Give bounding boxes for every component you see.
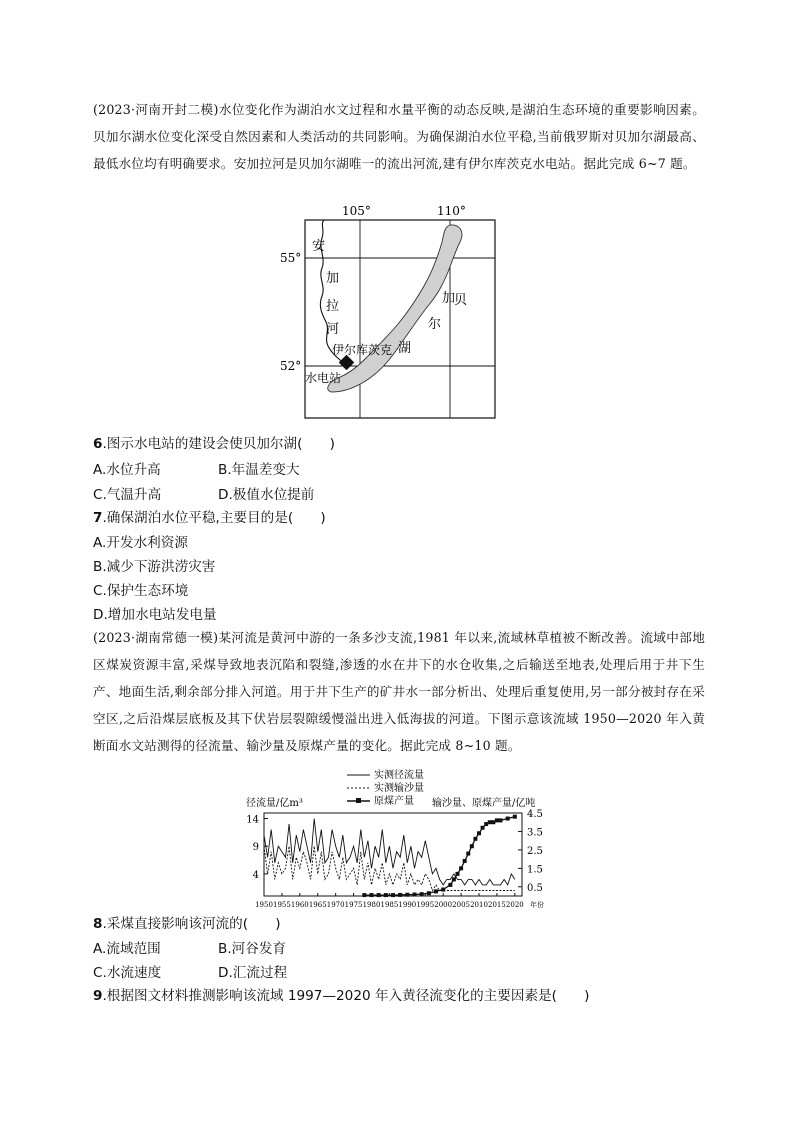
x-tick-label: 1990 <box>398 901 417 909</box>
q7-option-a[interactable]: A.开发水利资源 <box>93 535 188 551</box>
right-tick-label: 0.5 <box>527 882 543 894</box>
q8-option-a[interactable]: A.流域范围 <box>93 941 161 957</box>
coal-point <box>491 820 495 824</box>
left-tick-label: 14 <box>246 814 259 826</box>
coal-point <box>405 893 409 897</box>
x-tick-label: 1985 <box>380 901 399 909</box>
x-unit-label: 年份 <box>530 901 544 909</box>
coal-point <box>477 831 481 835</box>
coal-point <box>362 893 366 897</box>
x-tick-label: 1975 <box>344 901 363 909</box>
coal-point <box>391 893 395 897</box>
question-8: 8.采煤直接影响该河流的( ) <box>93 916 281 932</box>
x-tick-label: 1965 <box>308 901 327 909</box>
river-char-1: 安 <box>312 239 326 254</box>
river-char-2: 加 <box>326 271 340 286</box>
coal-point <box>499 818 503 822</box>
lat-52-label: 52° <box>280 359 302 373</box>
right-tick-label: 2.5 <box>527 845 543 857</box>
q6-option-a[interactable]: A.水位升高 <box>93 462 161 478</box>
question-7: 7.确保湖泊水位平稳,主要目的是( ) <box>93 510 326 526</box>
coal-point <box>434 889 438 893</box>
city-label: 伊尔库茨克 <box>332 343 393 357</box>
x-tick-label: 1960 <box>290 901 309 909</box>
coal-point <box>370 893 374 897</box>
coal-point <box>420 892 424 896</box>
x-tick-label: 1950 <box>255 901 273 909</box>
coal-point <box>456 872 460 876</box>
q8-option-c[interactable]: C.水流速度 <box>93 965 162 981</box>
runoff-sediment-coal-chart <box>230 766 580 914</box>
legend-coal: 原煤产量 <box>374 796 414 807</box>
right-tick-label: 1.5 <box>527 864 543 876</box>
legend-runoff: 实测径流量 <box>374 770 424 781</box>
q7-option-d[interactable]: D.增加水电站发电量 <box>93 607 217 623</box>
x-tick-label: 2010 <box>470 901 488 909</box>
coal-point <box>427 891 431 895</box>
passage-1: (2023·河南开封二模)水位变化作为湖泊水文过程和水量平衡的动态反映,是湖泊生态环境的重要影响因素。贝加尔湖水位变化深受自然因素和人类活动的共同影响。为确保湖泊水位平稳,当前俄罗斯对贝加尔湖最高、最低水位均有明确要求。安加拉河是贝加尔湖唯一的流出河流,建有伊尔库茨克水电站。据此完成 6~7 题。 <box>93 102 705 171</box>
coal-point <box>459 866 463 870</box>
coal-point <box>377 893 381 897</box>
right-tick-label: 3.5 <box>527 827 543 839</box>
q8-option-b[interactable]: B.河谷发育 <box>218 941 287 957</box>
coal-point <box>398 893 402 897</box>
coal-point <box>463 859 467 863</box>
q6-option-b[interactable]: B.年温差变大 <box>218 462 300 478</box>
lon-105-label: 105° <box>342 204 371 218</box>
coal-point <box>466 852 470 856</box>
river-char-4: 河 <box>326 322 340 337</box>
coal-point <box>384 893 388 897</box>
coal-point <box>481 826 485 830</box>
right-tick-label: 4.5 <box>527 809 543 820</box>
lake-char-1: 贝 <box>454 293 468 308</box>
coal-point <box>441 888 445 892</box>
coal-point <box>506 817 510 821</box>
coal-point <box>473 837 477 841</box>
coal-point <box>448 883 452 887</box>
lake-char-2: 加 <box>442 291 456 306</box>
x-tick-label: 2020 <box>505 901 524 909</box>
lon-110-label: 110° <box>437 204 466 218</box>
coal-point <box>484 822 488 826</box>
q7-option-c[interactable]: C.保护生态环境 <box>93 583 189 599</box>
river-char-3: 拉 <box>326 299 340 314</box>
coal-point <box>413 893 417 897</box>
x-tick-label: 2000 <box>434 901 453 909</box>
x-tick-label: 1955 <box>273 901 291 909</box>
left-tick-label: 4 <box>252 869 259 881</box>
q6-option-c[interactable]: C.气温升高 <box>93 487 162 503</box>
question-6: 6.图示水电站的建设会使贝加尔湖( ) <box>93 436 335 452</box>
coal-point <box>488 820 492 824</box>
chart-legend <box>347 768 424 807</box>
coal-point <box>513 815 517 819</box>
legend-sediment: 实测输沙量 <box>374 783 424 794</box>
x-tick-label: 2005 <box>452 901 470 909</box>
passage-2: (2023·湖南常德一模)某河流是黄河中游的一条多沙支流,1981 年以来,流域林草植被不断改善。流域中部地区煤炭资源丰富,采煤导致地表沉陷和裂缝,渗透的水在井下的水仓收集,之后输送至地表,处理后用于井下生产、地面生活,剩余部分排入河道。用于井下生产的矿井水一部分析出、处理后重复使用,另一部分被封存在采空区,之后沿煤层底板及其下伏岩层裂隙缓慢溢出进入低海拔的河道。下图示意该流域 1950—2020 年入黄断面水文站测得的径流量、输沙量及原煤产量的变化。据此完成 8~10 题。 <box>93 630 705 753</box>
coal-point <box>470 844 474 848</box>
coal-point <box>452 877 456 881</box>
x-tick-label: 1980 <box>362 901 381 909</box>
q6-option-d[interactable]: D.极值水位提前 <box>218 487 315 503</box>
x-tick-label: 2015 <box>488 901 506 909</box>
x-tick-label: 1970 <box>326 901 345 909</box>
baikal-map <box>280 200 520 422</box>
question-9: 9.根据图文材料推测影响该流域 1997—2020 年入黄径流变化的主要因素是( ) <box>93 988 590 1004</box>
x-tick-label: 1995 <box>416 901 435 909</box>
station-label: 水电站 <box>305 371 342 385</box>
q7-option-b[interactable]: B.减少下游洪涝灾害 <box>93 559 216 575</box>
left-axis-label: 径流量/亿m³ <box>246 798 303 809</box>
q8-option-d[interactable]: D.汇流过程 <box>218 965 288 981</box>
coal-point <box>495 818 499 822</box>
left-tick-label: 9 <box>252 842 259 854</box>
right-axis-label: 输沙量、原煤产量/亿吨 <box>432 798 536 809</box>
lake-char-4: 湖 <box>398 341 412 356</box>
lat-55-label: 55° <box>280 251 302 265</box>
sediment-line <box>264 846 515 890</box>
lake-char-3: 尔 <box>428 317 442 332</box>
